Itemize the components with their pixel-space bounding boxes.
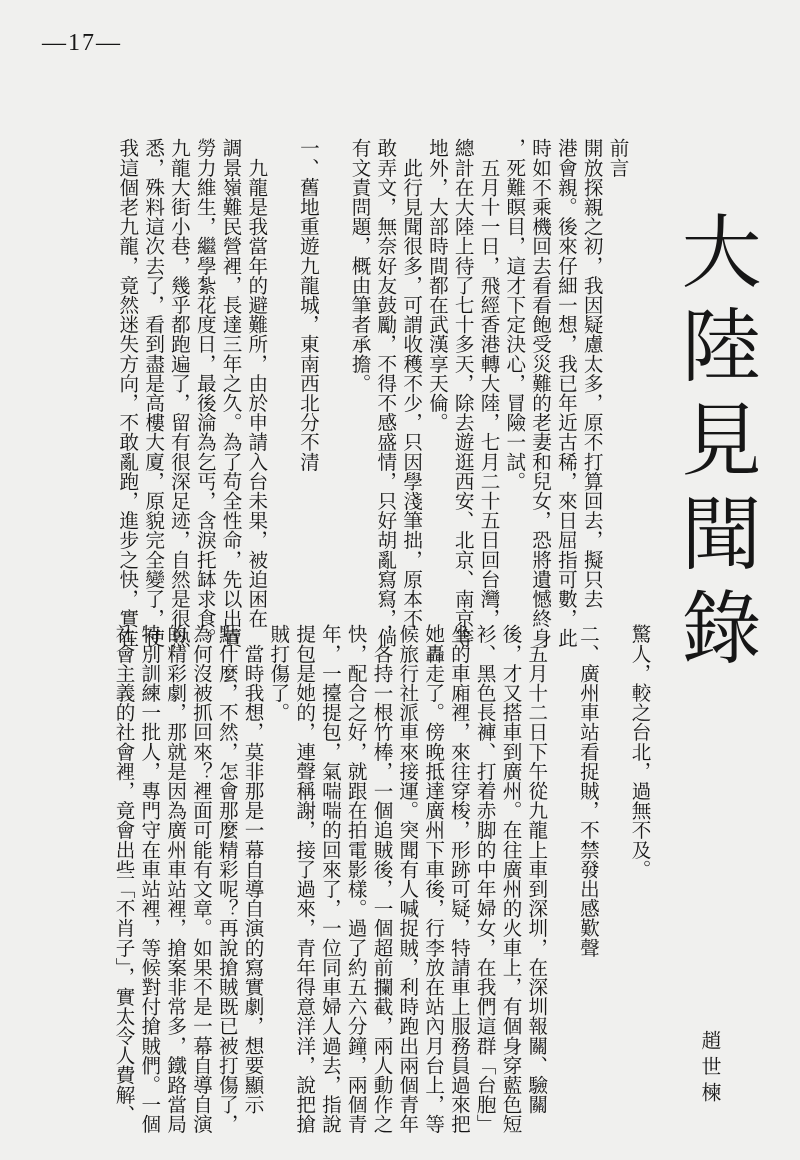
text-line [549, 624, 575, 1142]
text-line [600, 624, 626, 1142]
text-line: 勞力維生，繼學紮花度日，最後淪為乞丐，含淚托缽求食。 [193, 138, 217, 648]
text-line: 驚人，較之台北，過無不及。 [628, 624, 651, 879]
text-line [320, 138, 346, 618]
text-line: 五月十一日，飛經香港轉大陸，七月二十五日回台灣， [477, 138, 501, 628]
text-line: 我這個老九龍，竟然迷失方向，不敢亂跑，進步之快，實在 [115, 138, 139, 648]
text-line: 的精彩劇，那就是因為廣州車站裡，搶案非常多，鐵路當局 [163, 624, 187, 1134]
text-line: 九龍大街小巷，幾乎都跑遍了，留有很深足迹，自然是很熟 [167, 138, 191, 648]
top-text-column-block [114, 138, 630, 648]
text-line: 快，配合之好，就跟在拍電影樣。過了約五六分鐘，兩個青 [344, 624, 368, 1134]
text-line: 候旅行社派車來接運。突聞有人喊捉賊，利時跑出兩個青年 [395, 624, 419, 1134]
text-line: 敢弄文，無奈好友鼓勵，不得不感盛情，只好胡亂寫寫，倘 [373, 138, 397, 648]
text-line: 地外，大部時間都在武漢享天倫。 [425, 138, 449, 432]
text-line: 有文責問題，概由筆者承擔。 [348, 138, 372, 393]
text-line: 五月十二日下午從九龍上車到深圳，在深圳報關、驗關 [524, 624, 548, 1114]
text-line: 此行見聞很多，可謂收穫不少，只因學淺筆拙，原本不 [399, 138, 423, 628]
text-line: 點什麼，不然，怎會那麼精彩呢？再說搶賊既已被打傷了， [215, 624, 239, 1134]
author-name: 趙世楝 [698, 1030, 722, 1108]
text-line: 開放探親之初，我因疑慮太多，原不打算回去，擬只去 [580, 138, 604, 609]
text-line: 當時我想，莫非那是一幕自導自演的寫實劇，想要顯示 [241, 624, 265, 1114]
text-line: 坐的車廂裡，來往穿梭，形跡可疑，特請車上服務員過來把 [447, 624, 471, 1134]
article-title: 大陸見聞錄 [668, 210, 761, 680]
text-line: 前言 [606, 138, 629, 178]
text-line: 她轟走了。傍晚抵達廣州下車後，行李放在站內月台上，等 [421, 624, 445, 1134]
text-line: 為何沒被抓回來？裡面可能有文章。如果不是一幕自導自演 [189, 624, 213, 1134]
text-line: 調景嶺難民營裡，長達三年之久。為了苟全性命，先以出賣 [219, 138, 243, 648]
text-line: 年，一擡提包，氣喘喘的回來了，一位同車婦人過去，指說 [318, 624, 342, 1134]
text-line: ，各持一根竹棒，一個追賊後，一個超前攔截，兩人動作之 [370, 624, 394, 1134]
text-line: 九龍是我當年的避難所，由於申請入台未果，被迫困在 [244, 138, 268, 628]
text-line: 社會主義的社會裡，竟會出些「不肖子」，實太令人費解、 [112, 624, 136, 1124]
text-line: 時如不乘機回去看看飽受災難的老妻和兒女，恐將遺憾終身 [528, 138, 552, 648]
text-line: 特別訓練一批人，專門守在車站裡，等候對付搶賊們。一個 [137, 624, 161, 1134]
text-line: 總計在大陸上待了七十多天，除去遊逛西安、北京、南京等 [451, 138, 475, 648]
text-line: ，死難瞑目，這才下定決心，冒險一試。 [502, 138, 526, 491]
bottom-text-column-block [110, 624, 652, 1142]
text-line: 港會親。後來仔細一想，我已年近古稀，來日屈指可數，此 [554, 138, 578, 648]
text-line: 賊打傷了。 [266, 624, 290, 722]
text-line: 二、廣州車站看捉賊，不禁發出感歎聲 [576, 624, 600, 958]
page-number: —17— [42, 30, 122, 56]
text-line: 衫、黑色長褲、打着赤脚的中年婦女，在我們這群「台胞」 [473, 624, 497, 1134]
text-line: 提包是她的，連聲稱謝，接了過來，青年得意洋洋，說把搶 [292, 624, 316, 1134]
text-line [269, 138, 295, 618]
text-line: 後，才又搭車到廣州。在往廣州的火車上，有個身穿藍色短 [499, 624, 523, 1134]
text-line: 悉，殊料這次去了，看到盡是高樓大廈，原貌完全變了，使 [141, 138, 165, 648]
text-line: 一、舊地重遊九龍城，東南西北分不清 [296, 138, 320, 472]
